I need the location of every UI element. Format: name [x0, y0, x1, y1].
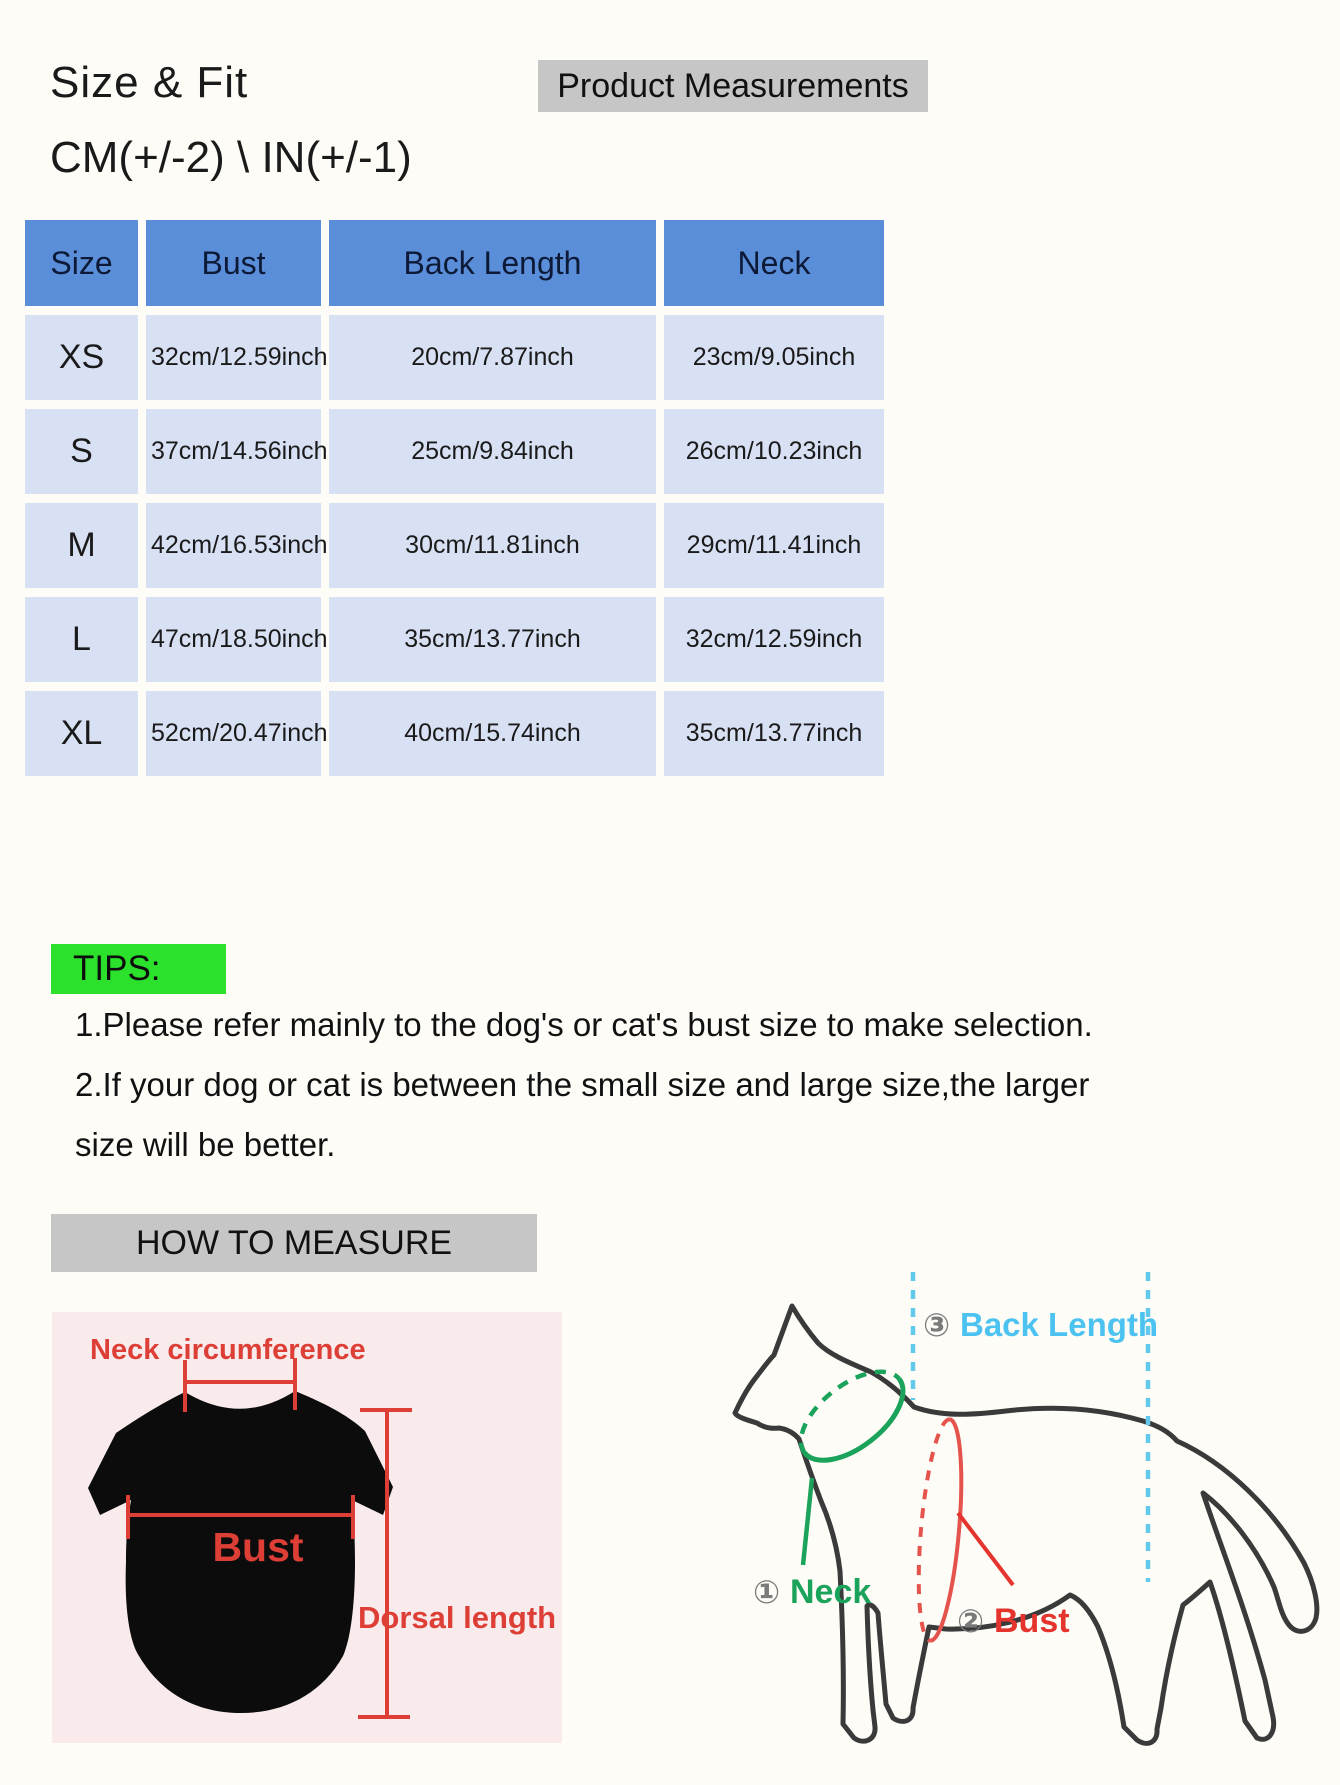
neck-circumference-label: Neck circumference: [90, 1334, 366, 1366]
table-row-l-size: L: [25, 597, 138, 682]
col-header-size: Size: [25, 220, 138, 306]
back-length-number-icon: ③: [923, 1307, 951, 1343]
table-row-m-bust: 42cm/16.53inch: [146, 503, 321, 588]
table-row-m-neck: 29cm/11.41inch: [664, 503, 884, 588]
table-row-xs-neck: 23cm/9.05inch: [664, 315, 884, 400]
shirt-bust-label: Bust: [212, 1524, 304, 1570]
tips-highlight: [51, 944, 226, 994]
table-row-xs-bust: 32cm/12.59inch: [146, 315, 321, 400]
table-row-l-bust: 47cm/18.50inch: [146, 597, 321, 682]
shirt-measure-diagram: [52, 1312, 562, 1743]
dog-back-length-label: Back Length: [960, 1306, 1159, 1343]
col-header-back-length: Back Length: [329, 220, 656, 306]
table-row-s-neck: 26cm/10.23inch: [664, 409, 884, 494]
table-row-xl-back-length: 40cm/15.74inch: [329, 691, 656, 776]
dorsal-length-label: Dorsal length: [358, 1600, 557, 1635]
table-row-m-size: M: [25, 503, 138, 588]
tips-line-3: size will be better.: [75, 1126, 336, 1163]
dog-neck-label: Neck: [790, 1573, 872, 1611]
table-row-s-back-length: 25cm/9.84inch: [329, 409, 656, 494]
bust-number-icon: ②: [957, 1603, 985, 1639]
table-row-xl-neck: 35cm/13.77inch: [664, 691, 884, 776]
units-subtitle: CM(+/-2) \ IN(+/-1): [50, 133, 412, 182]
product-measurements-badge: [538, 60, 928, 112]
tips-text: [75, 995, 1315, 1175]
table-row-l-back-length: 35cm/13.77inch: [329, 597, 656, 682]
how-to-measure-label: HOW TO MEASURE: [135, 1223, 453, 1262]
table-row-l-neck: 32cm/12.59inch: [664, 597, 884, 682]
table-row-s-size: S: [25, 409, 138, 494]
table-row-xl-bust: 52cm/20.47inch: [146, 691, 321, 776]
product-measurements-label: Product Measurements: [557, 66, 909, 105]
shirt-diagram-svg: [52, 1312, 562, 1743]
col-header-bust: Bust: [146, 220, 321, 306]
col-header-neck: Neck: [664, 220, 884, 306]
how-to-measure-highlight: [51, 1214, 537, 1272]
tips-label: TIPS:: [73, 949, 161, 988]
neck-pointer-line: [803, 1478, 812, 1565]
page-title: Size & Fit: [50, 58, 249, 107]
tips-line-1: 1.Please refer mainly to the dog's or cat's bust size to make selection.: [75, 1006, 1093, 1043]
bust-pointer-line: [958, 1513, 1013, 1585]
table-row-xs-back-length: 20cm/7.87inch: [329, 315, 656, 400]
table-row-m-back-length: 30cm/11.81inch: [329, 503, 656, 588]
dog-measure-diagram: [620, 1260, 1340, 1785]
neck-number-icon: ①: [753, 1574, 781, 1610]
tips-line-2: 2.If your dog or cat is between the small size and large size,the larger: [75, 1066, 1090, 1103]
size-table: [25, 220, 884, 776]
table-row-s-bust: 37cm/14.56inch: [146, 409, 321, 494]
table-row-xl-size: XL: [25, 691, 138, 776]
dog-bust-label: Bust: [994, 1602, 1070, 1640]
table-row-xs-size: XS: [25, 315, 138, 400]
dog-outline: [735, 1306, 1317, 1743]
dog-diagram-svg: [620, 1260, 1340, 1785]
